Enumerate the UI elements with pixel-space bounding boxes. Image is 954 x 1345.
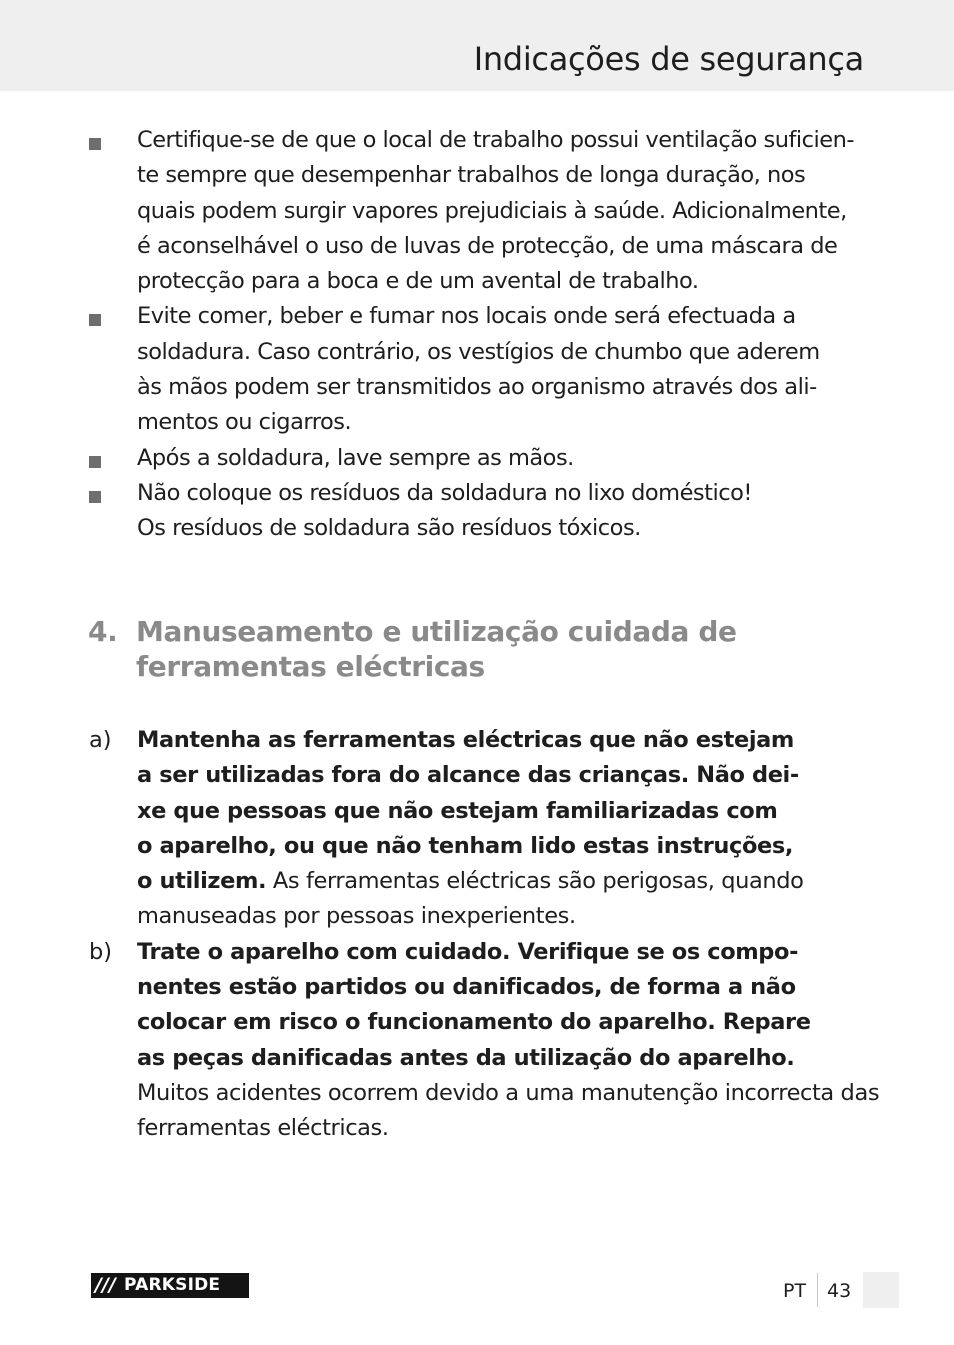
square-bullet-icon [89,314,101,326]
bold-text: Mantenha as ferramentas eléctricas que não estejam [137,727,794,753]
bold-text: nentes estão partidos ou danificados, de forma a não [137,974,796,1001]
bullet-line: Após a soldadura, lave sempre as mãos. [137,444,574,471]
bullet-line: Os resíduos de soldadura são resíduos tóxicos. [137,515,641,542]
square-bullet-icon [89,138,101,150]
bullet-line: Evite comer, beber e fumar nos locais onde será efectuada a [137,303,796,330]
instruction-line [137,1111,864,1146]
footer-divider [817,1273,818,1307]
logo-text: PARKSIDE [124,1275,221,1295]
normal-text: As ferramentas eléctricas são perigosas, quando [266,868,804,895]
instruction-line [137,899,864,934]
instruction-line [137,1076,880,1111]
square-bullet-icon [89,456,101,468]
bold-text: Trate o aparelho com cuidado. Verifique se os compo- [137,938,799,965]
bold-text: colocar em risco o funcionamento do aparelho. Repare [137,1009,811,1036]
instruction-line [137,935,864,970]
page-title: Indicações de segurança [473,40,864,78]
bullet-line: quais podem surgir vapores prejudiciais à saúde. Adicionalmente, [137,197,847,224]
bullet-line: protecção para a boca e de um avental de trabalho. [137,268,699,295]
section-title [136,614,737,684]
bullet-line: Não coloque os resíduos da soldadura no lixo doméstico! [137,479,752,506]
square-bullet-icon [89,491,101,503]
normal-text: manuseadas por pessoas inexperientes. [137,903,576,930]
instruction-line [137,794,864,829]
bullet-item [0,441,864,476]
bullet-line: mentos ou cigarros. [137,409,352,436]
instruction-label: a) [89,727,112,753]
bullet-item [0,299,864,440]
parkside-logo [91,1273,249,1298]
bullet-item [0,476,864,547]
bold-text: a ser utilizadas fora do alcance das crianças. Não dei- [137,762,799,789]
language-code: PT [783,1280,807,1302]
bullet-line: é aconselhável o uso de luvas de protecção, de uma máscara de [137,232,838,259]
bold-text: o aparelho, ou que não tenham lido estas instruções, [137,832,794,859]
instruction-item [0,935,880,1147]
logo-slashes: /// [95,1274,116,1296]
bullet-line: soldadura. Caso contrário, os vestígios de chumbo que aderem [137,338,820,365]
section-title-line: ferramentas eléctricas [136,650,485,683]
page-number: 43 [827,1280,852,1302]
normal-text: ferramentas eléctricas. [137,1115,389,1142]
bullet-line: Certifique-se de que o local de trabalho possui ventilação suficien- [137,127,854,153]
bullet-line: te sempre que desempenhar trabalhos de longa duração, nos [137,162,806,189]
section-number: 4. [88,615,118,648]
footer-tab-box [863,1272,899,1308]
instruction-list [0,723,954,1147]
instruction-text [137,723,864,935]
instruction-line [137,829,864,864]
bullet-item [0,123,864,299]
instruction-line [137,864,864,899]
instruction-line [137,1005,864,1040]
instruction-line [137,970,864,1005]
bold-text: xe que pessoas que não estejam familiarizadas com [137,797,778,824]
normal-text: Muitos acidentes ocorrem devido a uma manutenção incorrecta das [137,1079,880,1106]
instruction-line [137,758,864,793]
bold-text: as peças danificadas antes da utilização do aparelho. [137,1044,795,1071]
bold-text: o utilizem. [137,868,267,895]
section-title-line: Manuseamento e utilização cuidada de [136,615,737,648]
instruction-line [137,723,864,758]
instruction-item [0,723,864,935]
header-band [0,0,954,91]
instruction-label: b) [89,938,113,965]
bullet-line: às mãos podem ser transmitidos ao organismo através dos ali- [137,374,817,401]
safety-bullet-list [0,123,954,547]
instruction-line [137,1041,864,1076]
instruction-text [137,935,880,1147]
